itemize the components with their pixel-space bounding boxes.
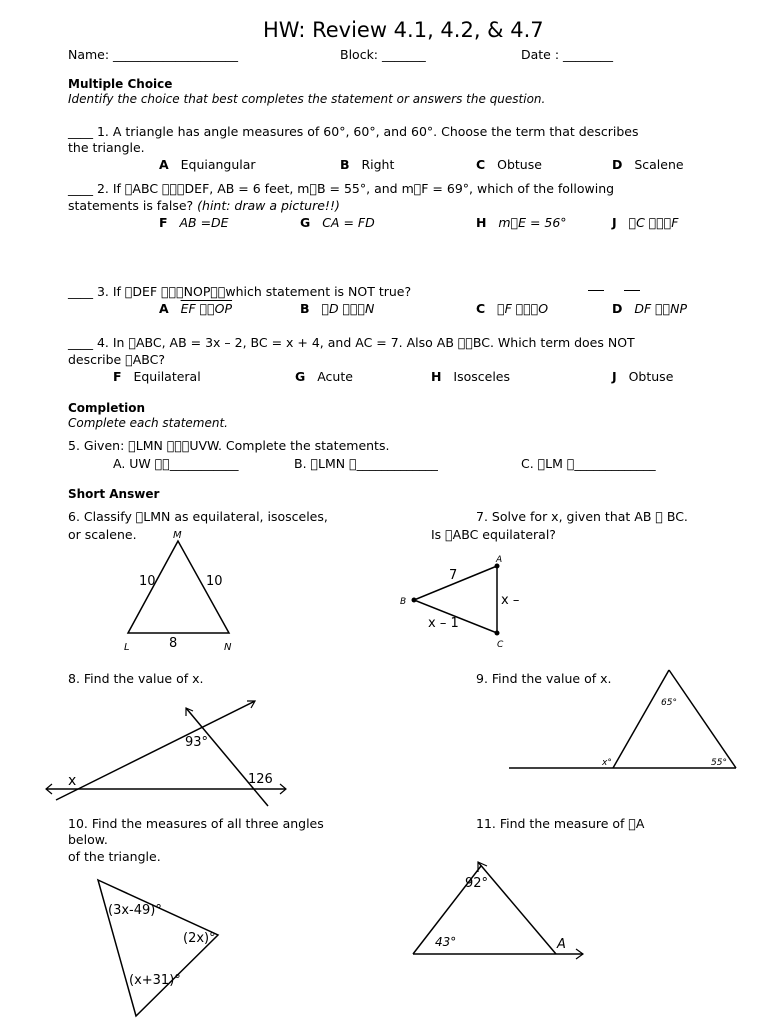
choice-text: Obtuse (497, 157, 542, 172)
side-mn-label: 10 (206, 574, 223, 589)
vertex-m-label: M (173, 530, 182, 541)
q5-blank-b: B.  LMN  _____________ (294, 456, 438, 471)
q10-text-line3: of the triangle. (68, 849, 161, 864)
mc-heading: Multiple Choice (68, 77, 173, 91)
choice-letter: F (113, 369, 122, 384)
angle-92-label: 92° (465, 876, 489, 891)
q5-text: 5. Given:  LMN    UVW. Complete the statements. (68, 438, 390, 453)
q1-text-line1: ____ 1. A triangle has angle measures of 60°, 60°, and 60°. Choose the term that describes (68, 124, 639, 139)
side-bc-label: x – 1 (428, 616, 459, 631)
page-title: HW: Review 4.1, 4.2, & 4.7 (263, 18, 544, 42)
angle-55-label: 55° (711, 758, 727, 768)
choice-text: Obtuse (628, 369, 674, 384)
q4-text-line2: describe  ABC? (68, 352, 165, 367)
q2-text-line1: ____ 2. If  ABC    DEF, AB = 6 feet, m B = 55°, and m F = 69°, which of the following (68, 181, 615, 196)
side-ab-label: 7 (449, 568, 458, 583)
q8-text: 8. Find the value of x. (68, 671, 204, 686)
choice-text: EF   OP (180, 301, 233, 316)
completion-instructions: Complete each statement. (68, 416, 228, 430)
angle-x-label: x° (602, 758, 612, 768)
angle-65-label: 65° (661, 698, 677, 708)
vertex-b-label: B (400, 597, 407, 607)
angle-43-label: 43° (435, 935, 457, 949)
choice-letter: C (476, 157, 486, 172)
angle-x31-label: (x+31)° (129, 973, 181, 988)
vertex-l-label: L (124, 642, 130, 653)
choice-text: Equilateral (133, 369, 201, 384)
name-field-label: Name: ____________________ (68, 47, 239, 62)
choice-letter: G (295, 369, 306, 384)
choice-letter: J (612, 369, 617, 384)
q6-text-line2: or scalene. (68, 527, 137, 542)
q4-text-line1: ____ 4. In  ABC, AB = 3x – 2, BC = x + 4, and AC = 7. Also AB   BC. Which term does NOT (68, 335, 635, 350)
choice-text: Acute (317, 369, 353, 384)
date-field-label: Date : ________ (521, 47, 614, 62)
choice-text: m E = 56° (498, 215, 567, 230)
angle-3x-label: (3x-49)° (108, 903, 162, 918)
choice-text: AB =DE (179, 215, 229, 230)
side-ac-label: x – (501, 593, 520, 608)
short-answer-heading: Short Answer (68, 487, 160, 501)
q6-text-line1: 6. Classify  LMN as equilateral, isosceles, (68, 509, 328, 524)
angle-93-label: 93° (185, 735, 209, 750)
q3-text-line1: ____ 3. If  DEF    NOP  which statement is NOT true? (68, 284, 412, 299)
choice-letter: B (340, 157, 350, 172)
q2-hint: (hint: draw a picture!!) (197, 198, 340, 213)
choice-letter: C (476, 301, 486, 316)
choice-letter: H (431, 369, 442, 384)
choice-letter: J (612, 215, 617, 230)
choice-letter: B (300, 301, 310, 316)
vertex-a-label: A (496, 555, 503, 565)
choice-text: Right (361, 157, 395, 172)
choice-text:  C    F (628, 215, 679, 230)
choice-letter: D (612, 157, 623, 172)
choice-letter: A (159, 301, 169, 316)
block-field-label: Block: _______ (340, 47, 426, 62)
angle-x-label: x (68, 773, 77, 789)
q10-text-line2: below. (68, 832, 108, 847)
choice-text: Equiangular (180, 157, 256, 172)
right-side (478, 862, 556, 954)
q9-text: 9. Find the value of x. (476, 671, 612, 686)
choice-letter: F (159, 215, 168, 230)
choice-text: CA = FD (322, 215, 375, 230)
vertex-n-label: N (224, 642, 232, 653)
q10-text-line1: 10. Find the measures of all three angles (68, 816, 324, 831)
q2-text-part: statements is false? (68, 198, 198, 213)
choice-text: DF   NP (634, 301, 687, 316)
choice-letter: G (300, 215, 311, 230)
angle-126-label: 126 (248, 772, 273, 787)
angle-2x-label: (2x)° (183, 931, 216, 946)
side-lm-label: 10 (139, 574, 156, 589)
choice-letter: A (159, 157, 169, 172)
q1-text-line2: the triangle. (68, 140, 145, 155)
choice-text:  D    N (321, 301, 375, 316)
choice-text: Isosceles (453, 369, 510, 384)
side-ln-label: 8 (169, 636, 178, 651)
vertex-c-label: C (497, 640, 504, 650)
choice-letter: H (476, 215, 487, 230)
q5-blank-a: A. UW   ___________ (113, 456, 239, 471)
choice-letter: D (612, 301, 623, 316)
completion-heading: Completion (68, 401, 146, 415)
q11-text: 11. Find the measure of  A (476, 816, 645, 831)
q5-blank-c: C.  LM  _____________ (521, 456, 656, 471)
choice-text: Scalene (634, 157, 684, 172)
mc-instructions: Identify the choice that best completes the statement or answers the question. (68, 92, 546, 106)
vertex-a-label: A (557, 937, 566, 952)
choice-text:  F    O (497, 301, 549, 316)
q7-text-line2: Is  ABC equilateral? (431, 527, 556, 542)
q7-text-line1: 7. Solve for x, given that AB   BC. (476, 509, 688, 524)
